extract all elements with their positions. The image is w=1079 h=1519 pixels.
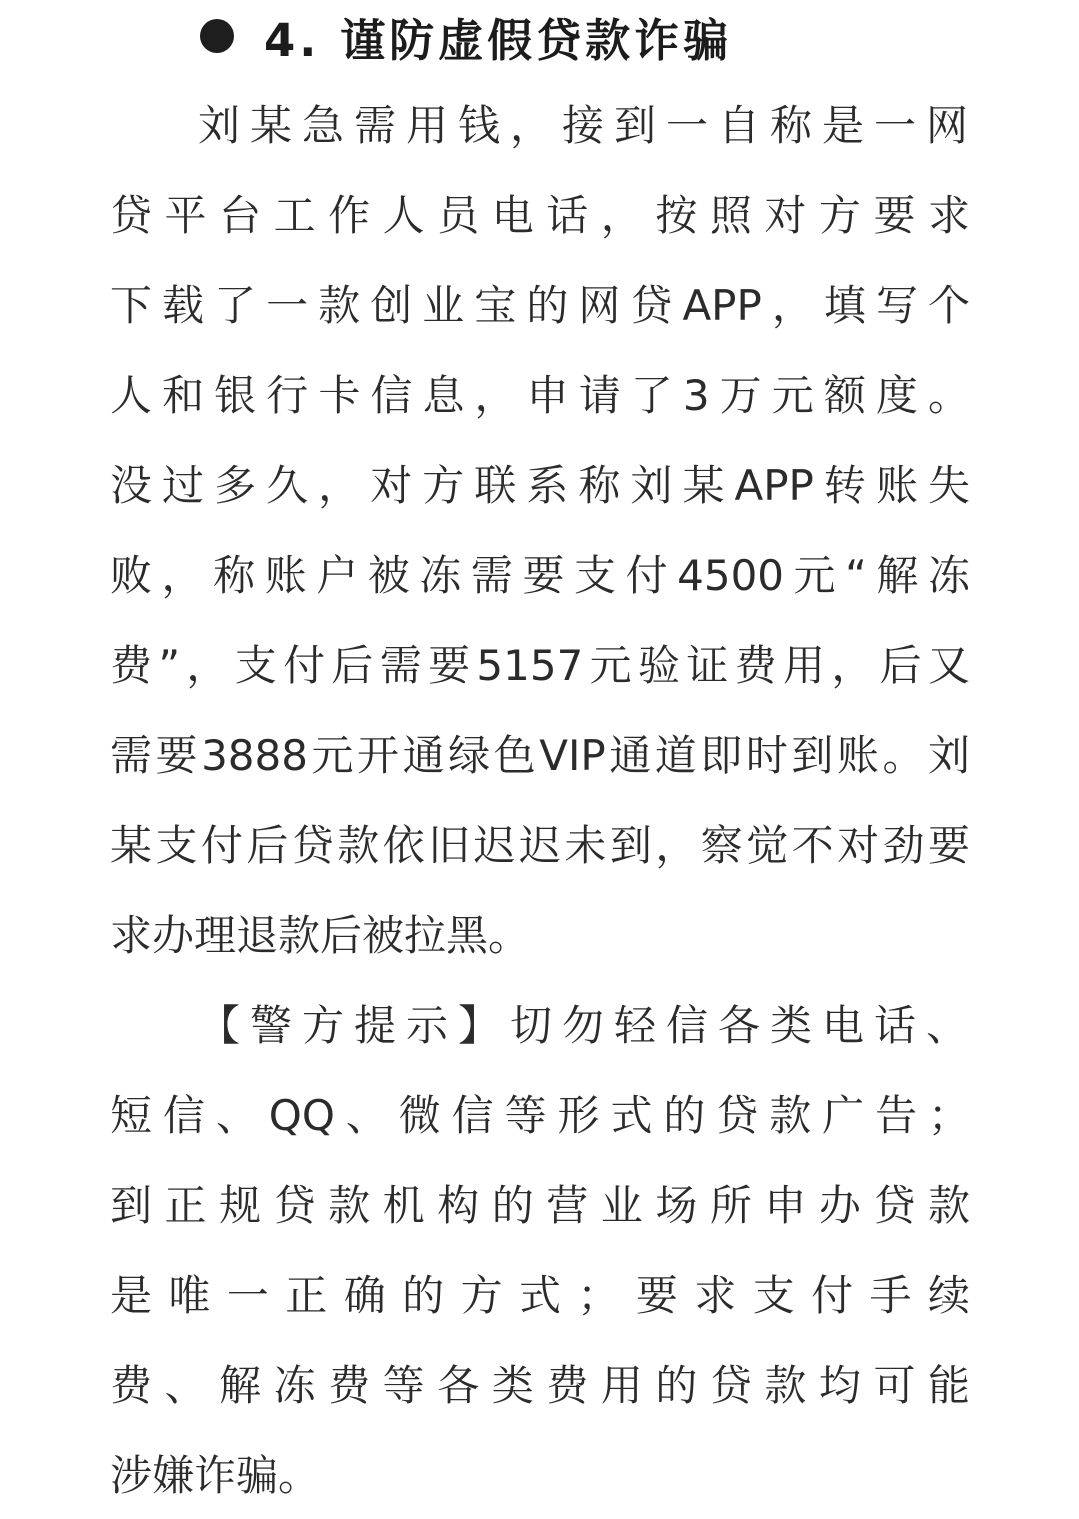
case-line: 贷平台工作人员电话，按照对方要求 bbox=[110, 191, 970, 240]
tip-line: 短信、QQ、微信等形式的贷款广告； bbox=[110, 1091, 970, 1140]
tip-line: 到正规贷款机构的营业场所申办贷款 bbox=[110, 1181, 970, 1230]
case-line: 求办理退款后被拉黑。 bbox=[110, 911, 531, 960]
tip-line: 涉嫌诈骗。 bbox=[110, 1451, 321, 1500]
case-line: 没过多久，对方联系称刘某APP转账失 bbox=[110, 461, 970, 510]
tip-line: 是唯一正确的方式；要求支付手续 bbox=[110, 1271, 970, 1320]
case-line: 人和银行卡信息，申请了3万元额度。 bbox=[110, 371, 970, 420]
case-line: 下载了一款创业宝的网贷APP，填写个 bbox=[110, 281, 970, 330]
case-line: 刘某急需用钱，接到一自称是一网 bbox=[198, 101, 968, 150]
tip-line: 【警方提示】切勿轻信各类电话、 bbox=[198, 1001, 968, 1050]
case-line: 费”，支付后需要5157元验证费用，后又 bbox=[110, 641, 970, 690]
case-line: 败，称账户被冻需要支付4500元“解冻 bbox=[110, 551, 970, 600]
case-line: 需要3888元开通绿色VIP通道即时到账。刘 bbox=[110, 731, 970, 780]
tip-line: 费、解冻费等各类费用的贷款均可能 bbox=[110, 1361, 970, 1410]
bullet-dot-icon bbox=[200, 19, 234, 53]
section-title: 4. 谨防虚假贷款诈骗 bbox=[264, 13, 733, 67]
case-line: 某支付后贷款依旧迟迟未到，察觉不对劲要 bbox=[110, 821, 970, 870]
section-heading bbox=[200, 6, 732, 66]
